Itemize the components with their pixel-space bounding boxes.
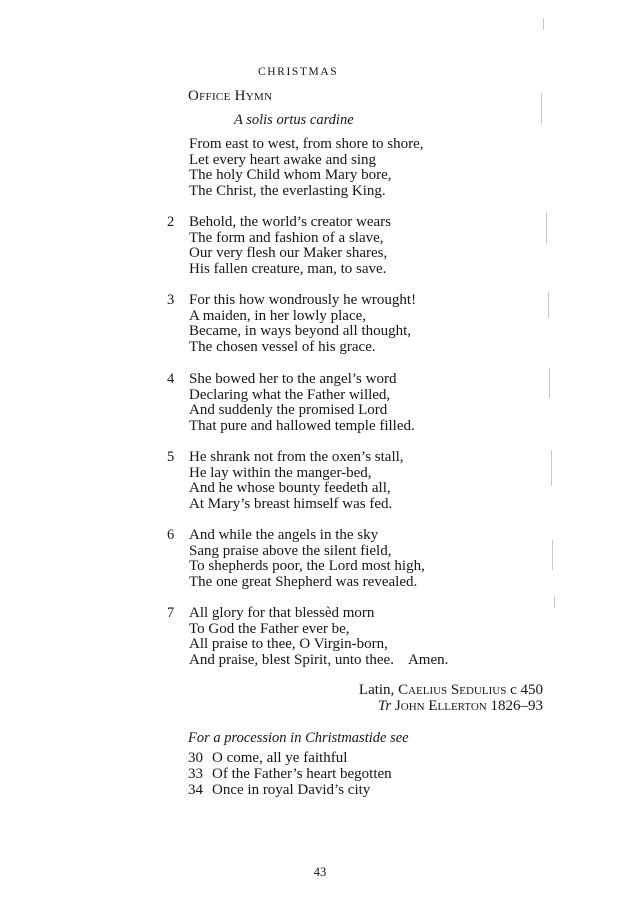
verse-line: Let every heart awake and sing xyxy=(189,151,376,168)
translator-prefix: Tr xyxy=(377,698,392,714)
scan-mark xyxy=(548,292,549,318)
verse-line: And he whose bounty feedeth all, xyxy=(189,480,391,497)
verse-line: A maiden, in her lowly place, xyxy=(189,307,367,324)
see-also-heading: For a procession in Christmastide see xyxy=(188,730,409,746)
verse-line: At Mary’s breast himself was fed. xyxy=(189,496,393,513)
verse-number: 3 xyxy=(167,292,175,308)
scan-mark xyxy=(551,450,552,486)
verse-line: The holy Child whom Mary bore, xyxy=(189,167,392,184)
verse-line: Declaring what the Father willed, xyxy=(189,386,391,403)
attribution-translator xyxy=(378,698,543,715)
see-also-item[interactable] xyxy=(188,766,392,782)
verse-line: All praise to thee, O Virgin-born, xyxy=(189,636,388,653)
verse-number: 6 xyxy=(167,527,175,543)
see-also-item[interactable] xyxy=(188,782,392,798)
verse-line: She bowed her to the angel’s word xyxy=(189,371,397,387)
verse-line: All glory for that blessèd morn xyxy=(189,605,375,621)
author-name: Caelius Sedulius xyxy=(398,682,507,698)
hymn-title: Office Hymn xyxy=(188,88,273,104)
verse-line: The Christ, the everlasting King. xyxy=(189,183,386,200)
verse-number: 2 xyxy=(167,214,175,230)
see-also-item[interactable] xyxy=(188,750,392,766)
hymn-title-ref: Once in royal David’s city xyxy=(212,782,371,798)
scan-mark xyxy=(543,18,544,30)
verse-line: His fallen creature, man, to save. xyxy=(189,261,387,278)
translator-name: John Ellerton xyxy=(394,698,487,714)
verse-number: 7 xyxy=(167,605,175,621)
hymn-title-ref: Of the Father’s heart begotten xyxy=(212,766,392,782)
scan-mark xyxy=(552,540,553,570)
verse-line: Became, in ways beyond all thought, xyxy=(189,323,412,340)
hymn-number: 34 xyxy=(188,782,203,798)
attribution-prefix: Latin, xyxy=(358,682,399,698)
attribution-author xyxy=(359,682,543,699)
verse-line: The chosen vessel of his grace. xyxy=(189,339,376,356)
verse-number: 4 xyxy=(167,371,175,387)
verse-line: And suddenly the promised Lord xyxy=(189,402,388,419)
verse-line: Our very flesh our Maker shares, xyxy=(189,245,388,262)
scan-mark xyxy=(549,368,550,398)
verse-line: For this how wondrously he wrought! xyxy=(189,292,417,308)
verse-line: To shepherds poor, the Lord most high, xyxy=(189,558,425,575)
verse-line: He lay within the manger-bed, xyxy=(189,464,372,481)
translator-dates: 1826–93 xyxy=(486,698,543,714)
verse-line: To God the Father ever be, xyxy=(189,620,350,637)
hymn-number: 33 xyxy=(188,766,203,782)
verse-line: From east to west, from shore to shore, xyxy=(189,136,424,152)
verse-line xyxy=(189,653,448,669)
scan-mark xyxy=(546,212,547,244)
hymn-subtitle: A solis ortus cardine xyxy=(234,112,354,128)
amen: Amen. xyxy=(407,652,449,669)
verse-line: Sang praise above the silent field, xyxy=(189,542,392,559)
verse-line: Behold, the world’s creator wears xyxy=(189,214,392,230)
verse-line: And while the angels in the sky xyxy=(189,527,379,543)
see-also-list xyxy=(188,750,392,798)
verse-line-text: And praise, blest Spirit, unto thee. xyxy=(189,652,394,669)
verse-line: The one great Shepherd was revealed. xyxy=(189,574,418,591)
verse-line: He shrank not from the oxen’s stall, xyxy=(189,449,404,465)
verse-number: 5 xyxy=(167,449,175,465)
hymn-number: 30 xyxy=(188,750,203,766)
scan-mark xyxy=(541,93,542,125)
author-date: c 450 xyxy=(506,682,543,698)
hymn-title-ref: O come, all ye faithful xyxy=(212,750,348,766)
section-heading: CHRISTMAS xyxy=(258,66,339,78)
page-number: 43 xyxy=(313,865,327,879)
scan-mark xyxy=(554,596,555,608)
verse-line: The form and fashion of a slave, xyxy=(189,229,384,246)
verse-line: That pure and hallowed temple filled. xyxy=(189,418,415,435)
